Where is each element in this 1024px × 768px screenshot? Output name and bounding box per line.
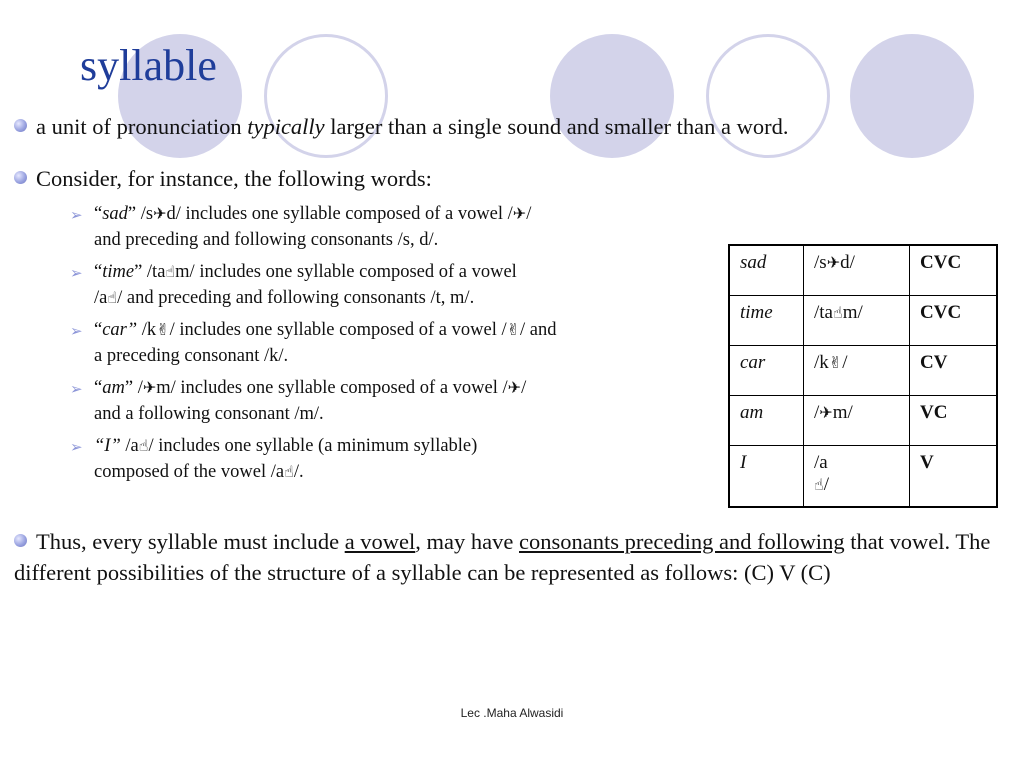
table-cell-pattern: VC [910,396,998,446]
bullet-dot-icon [14,534,27,547]
table-cell-word: I [729,446,804,508]
example-i: ➢ “I” /a☝/ includes one syllable (a minimum syllable) composed of the vowel /a☝/. [70,436,478,482]
table-row [729,245,997,296]
ipa-symbol-icon: ✌ [506,320,521,339]
table-row [729,346,997,396]
table-cell-pattern: V [910,446,998,508]
ipa-symbol-icon: ✈ [512,204,527,223]
example-time: ➢ “time” /ta☝m/ includes one syllable composed of a vowel /a☝/ and preceding and following consonants /t, m/. [70,262,517,308]
ipa-symbol-icon: ☝ [833,303,843,322]
arrow-bullet-icon: ➢ [70,380,83,398]
table-cell-ipa: /k✌/ [804,346,910,396]
ipa-symbol-icon: ✈ [507,378,522,397]
bullet-consider: Consider, for instance, the following words: [14,166,432,192]
bullet-dot-icon [14,119,27,132]
table-cell-ipa: /✈m/ [804,396,910,446]
table-cell-ipa: /ta☝m/ [804,296,910,346]
table-cell-word: sad [729,245,804,296]
bullet-definition: a unit of pronunciation typically larger than a single sound and smaller than a word. [14,114,789,140]
arrow-bullet-icon: ➢ [70,264,83,282]
arrow-bullet-icon: ➢ [70,206,83,224]
ipa-symbol-icon: ☝ [138,436,149,455]
table-cell-pattern: CVC [910,245,998,296]
table-cell-pattern: CV [910,346,998,396]
table-cell-ipa: /a ☝/ [804,446,910,508]
table-cell-word: car [729,346,804,396]
arrow-bullet-icon: ➢ [70,322,83,340]
example-am: ➢ “am” /✈m/ includes one syllable composed of a vowel /✈/ and a following consonant /m/. [70,378,527,424]
table-row [729,446,997,508]
ipa-symbol-icon: ☝ [814,475,824,494]
ipa-symbol-icon: ✈ [826,253,841,272]
example-list [62,201,702,491]
syllable-table [728,244,998,508]
bullet-dot-icon [14,171,27,184]
ipa-symbol-icon: ✈ [142,378,157,397]
table-cell-ipa: /s✈d/ [804,245,910,296]
bullet-conclusion: Thus, every syllable must include a vowel, may have consonants preceding and following that vowel. The different possibilities of the structure of a syllable can be represented as follows: (C) V (C) [14,529,991,585]
table-cell-word: am [729,396,804,446]
ipa-symbol-icon: ✈ [153,204,167,223]
table-row [729,296,997,346]
table-cell-pattern: CVC [910,296,998,346]
footer-author: Lec .Maha Alwasidi [460,706,564,720]
ipa-symbol-icon: ✌ [156,320,170,339]
table-row [729,396,997,446]
example-car: ➢ “car” /k✌/ includes one syllable composed of a vowel /✌/ and a preceding consonant /k/. [70,320,557,366]
decor-circle-5 [850,34,974,158]
table-cell-word: time [729,296,804,346]
example-sad: ➢ “sad” /s✈d/ includes one syllable composed of a vowel /✈/ and preceding and following consonants /s, d/. [70,204,532,250]
ipa-symbol-icon: ☝ [284,462,294,481]
ipa-symbol-icon: ☝ [165,262,176,281]
ipa-symbol-icon: ✈ [819,403,833,422]
ipa-symbol-icon: ✌ [828,353,843,372]
slide-title: syllable [80,41,217,90]
arrow-bullet-icon: ➢ [70,438,83,456]
ipa-symbol-icon: ☝ [107,288,118,307]
